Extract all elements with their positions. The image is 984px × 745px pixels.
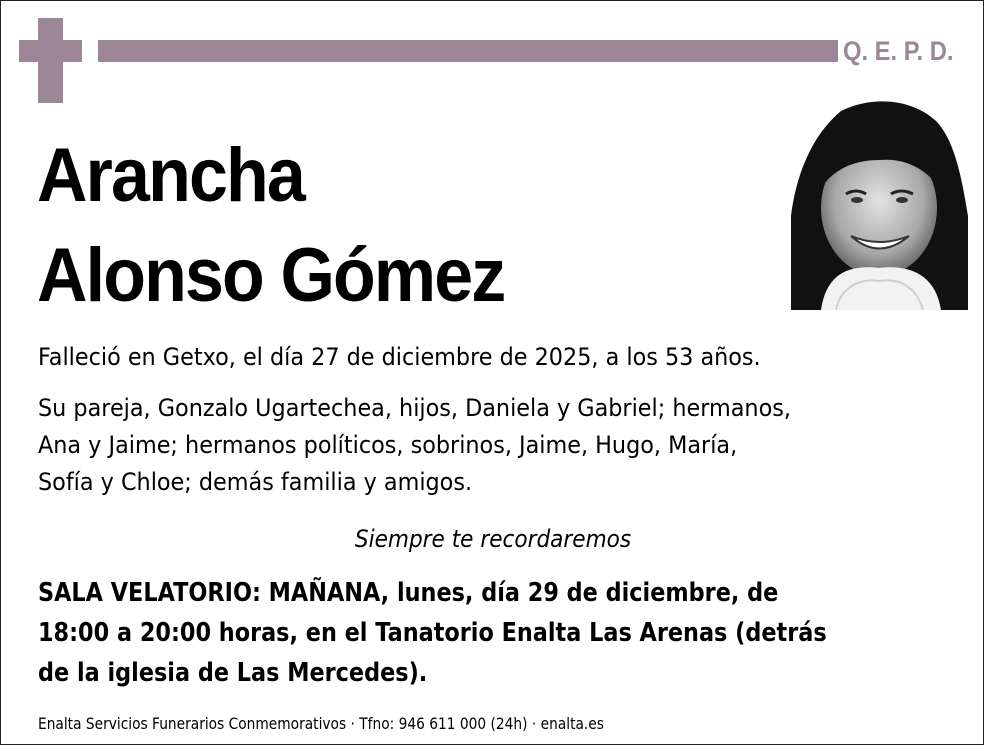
deceased-photo	[791, 96, 968, 310]
wake-details	[38, 573, 827, 693]
deceased-surnames: Alonso Gómez	[37, 233, 505, 318]
death-notice: Falleció en Getxo, el día 27 de diciembre de 2025, a los 53 años.	[38, 343, 761, 371]
memorial-motto: Siempre te recordaremos	[354, 525, 632, 553]
qepd-label: Q. E. P. D.	[843, 36, 954, 66]
family-line: Sofía y Chloe; demás familia y amigos.	[38, 468, 473, 496]
header-rule	[98, 40, 838, 62]
wake-line: SALA VELATORIO: MAÑANA, lunes, día 29 de diciembre, de	[38, 578, 779, 608]
cross-icon-bar	[19, 40, 82, 62]
family-list	[38, 390, 791, 501]
wake-line: 18:00 a 20:00 horas, en el Tanatorio Enalta Las Arenas (detrás	[38, 618, 827, 648]
family-line: Ana y Jaime; hermanos políticos, sobrinos, Jaime, Hugo, María,	[38, 431, 738, 459]
family-line: Su pareja, Gonzalo Ugartechea, hijos, Daniela y Gabriel; hermanos,	[38, 394, 791, 422]
deceased-first-name: Arancha	[37, 133, 304, 218]
funeral-home-footer: Enalta Servicios Funerarios Conmemorativos · Tfno: 946 611 000 (24h) · enalta.es	[38, 714, 604, 733]
wake-line: de la iglesia de Las Mercedes).	[38, 658, 428, 688]
